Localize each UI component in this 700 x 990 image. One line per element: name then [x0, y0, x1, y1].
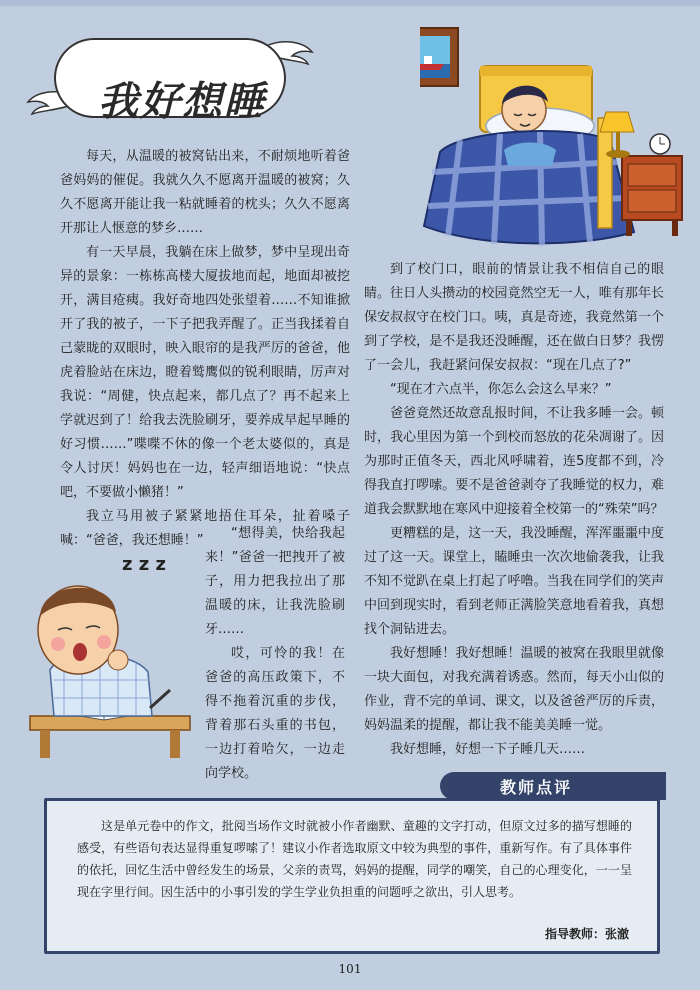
page-title: 我好想睡	[98, 79, 266, 125]
story-paragraph: 每天，从温暖的被窝钻出来，不耐烦地听着爸爸妈妈的催促。我就久久不愿离开温暖的被窝；久久不愿离开能让我一粘就睡着的枕头；久久不愿离开那让人惬意的梦乡……	[60, 149, 350, 236]
story-paragraph: 我好想睡，好想一下子睡几天……	[390, 742, 586, 757]
page-number: 101	[338, 962, 362, 976]
commentary-heading: 教师点评	[500, 778, 573, 797]
sleeping-boy-illustration	[420, 22, 690, 262]
title-banner	[40, 28, 300, 128]
commentary-text: 这是单元卷中的作文，批阅当场作文时就被小作者幽默、童趣的文字打动，但原文过多的描写想睡的感受，有些语句表达显得重复啰嗦了！建议小作者选取原文中较为典型的事件，重新写作。有了具体事件的依托，回忆生活中曾经发生的场景，父亲的责骂，妈妈的提醒，同学的嘲笑，自己的心理变化，一一呈现在字里行间。因生活中的小事引发的学生学业负担重的问题呼之欲出，引人思考。	[77, 819, 632, 899]
story-paragraph: 到了校门口，眼前的情景让我不相信自己的眼睛。往日人头攒动的校园竟然空无一人，唯有那年长保安叔叔守在校门口。咦，真是奇迹，我竟然第一个到了学校，是不是我还没睡醒，还在做白日梦？我愣了一会儿，我赶紧问保安叔叔：“现在几点了?”	[364, 262, 664, 373]
story-left-column	[60, 145, 350, 553]
story-paragraph: 有一天早晨，我躺在床上做梦，梦中呈现出奇异的景象：一栋栋高楼大厦拔地而起，地面却被挖开，满目疮痍。我好奇地四处张望着……不知谁掀开了我的被子，一下子把我弄醒了。正当我揉着自己蒙眬的双眼时，映入眼帘的是我严厉的爸爸，他虎着脸站在床边，瞪着鹫鹰似的锐利眼睛，厉声对我说：“周健，快点起来，都几点了？再不起来上学就迟到了！给我去洗脸刷牙，要养成早起早睡的好习惯……”喋喋不休的像一个老太婆似的，真是令人讨厌！妈妈也在一边，轻声细语地说：“快点吧，不要做小懒猪！”	[60, 245, 350, 500]
story-paragraph: 更糟糕的是，这一天，我没睡醒，浑浑噩噩中度过了这一天。课堂上，瞌睡虫一次次地偷袭我，让我不知不觉趴在桌上打起了呼噜。当我在同学们的笑声中回到现实时，看到老师正满脸笑意地看着我，真想找个洞钻进去。	[364, 526, 664, 637]
story-paragraph: 哎，可怜的我！在爸爸的高压政策下，不得不拖着沉重的步伐，背着那石头重的书包，一边打着哈欠，一边走向学校。	[205, 646, 345, 781]
teacher-commentary-box	[44, 798, 660, 954]
story-paragraph: 我立马用被子紧紧地捂住耳朵，扯着嗓子喊：“爸爸，我还想睡！”	[60, 509, 350, 548]
tired-student-illustration	[20, 540, 195, 760]
commentary-signature: 指导教师：张澈	[544, 927, 629, 941]
snore-text: z z z	[122, 554, 166, 575]
alarm-clock-icon	[650, 134, 670, 154]
top-stripe	[0, 0, 700, 6]
story-paragraph: 爸爸竟然还故意乱报时间，不让我多睡一会。顿时，我心里因为第一个到校而怒放的花朵凋谢了。因为那时正值冬天，西北风呼啸着，连5度都不到，冷得我直打啰嗦。要不是爸爸剥夺了我睡觉的权力，难道我会默默地在寒风中迎接着全校第一的“殊荣”吗？	[364, 406, 664, 517]
story-middle-column	[205, 522, 345, 786]
picture-frame-icon	[420, 28, 458, 86]
story-right-column	[364, 258, 664, 762]
story-paragraph: 我好想睡！我好想睡！温暖的被窝在我眼里就像一块大面包，对我充满着诱惑。然而，每天小山似的作业，背不完的单词、课文，以及爸爸严厉的斥责，妈妈温柔的提醒，都让我不能美美睡一觉。	[364, 646, 664, 733]
story-paragraph: “现在才六点半，你怎么会这么早来？”	[390, 382, 612, 397]
commentary-heading-tab	[440, 772, 666, 800]
story-paragraph: “想得美，快给我起来！”爸爸一把拽开了被子，用力把我拉出了那温暖的床，让我洗脸刷牙……	[205, 526, 345, 637]
